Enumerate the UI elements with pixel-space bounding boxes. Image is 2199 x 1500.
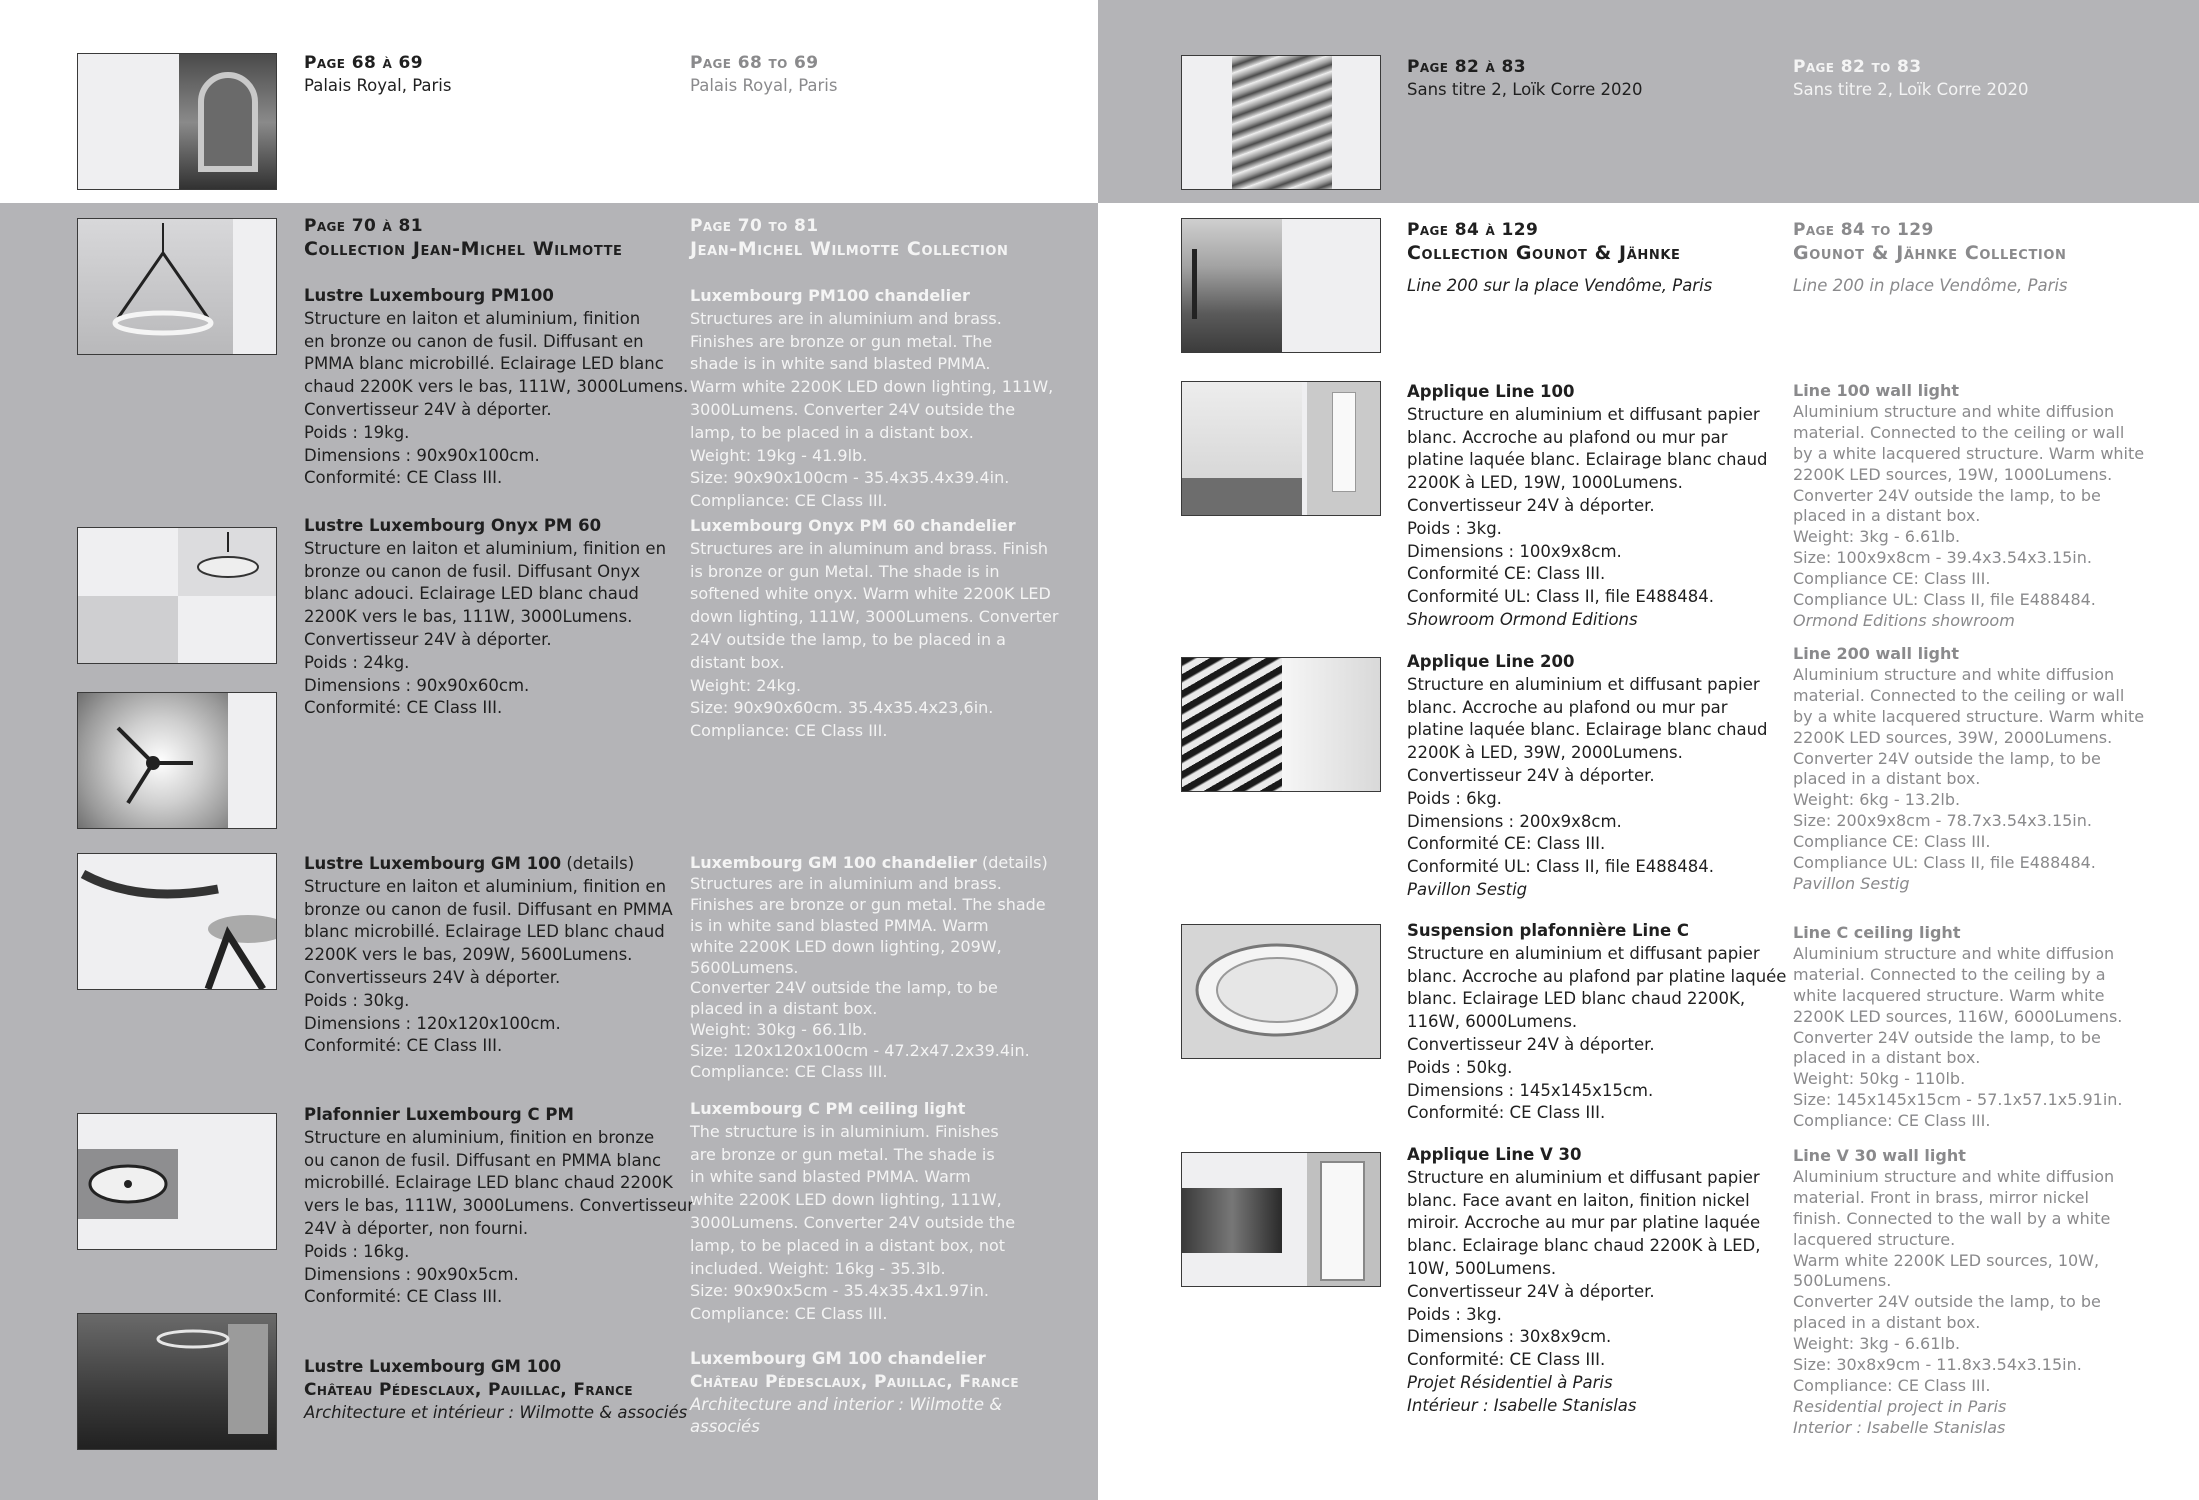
- l7: Size: 100x9x8cm - 39.4x3.54x3.15in.: [1793, 548, 2092, 568]
- l7: Conformité: CE Class III.: [1407, 1103, 1606, 1123]
- l4: Convertisseur 24V à déporter.: [1407, 1034, 1655, 1054]
- l7: Weight: 30kg - 66.1lb.: [690, 1020, 868, 1040]
- l5: Convertisseur 24V à déporter.: [1407, 1281, 1655, 1301]
- chateau-chandelier-icon: [148, 1319, 238, 1359]
- line100-en: [1793, 381, 2144, 632]
- l2: is in white sand blasted PMMA. Warm: [690, 915, 989, 935]
- product-title: Applique Line V 30: [1407, 1145, 1582, 1164]
- l5: Converter 24V outside the lamp, to be: [690, 978, 998, 998]
- right-top-en: [1793, 56, 2029, 102]
- product-title: Luxembourg Onyx PM 60 chandelier: [690, 516, 1016, 535]
- credit-l1: Intérieur : Isabelle Stanislas: [1407, 1395, 1637, 1415]
- l2: softened white onyx. Warm white 2200K LED: [690, 584, 1051, 604]
- l6: Weight: 3kg - 6.61lb.: [1793, 527, 1961, 547]
- l3: 2200K LED sources, 19W, 1000Lumens.: [1793, 464, 2113, 484]
- l4: 24V à déporter, non fourni.: [304, 1218, 529, 1238]
- l7: Size: 200x9x8cm - 78.7x3.54x3.15in.: [1793, 811, 2092, 831]
- l8: Conformité UL: Class II, file E488484.: [1407, 587, 1714, 607]
- l5: Poids : 24kg.: [304, 652, 410, 672]
- onyx-en: [690, 515, 1058, 743]
- l4: Convertisseur 24V à déporter.: [304, 629, 552, 649]
- product-title: Luxembourg GM 100 chandelier: [690, 853, 977, 872]
- thumb-pm100: [77, 218, 277, 355]
- l5: 500Lumens.: [1793, 1271, 1892, 1291]
- l3: 2200K vers le bas, 209W, 5600Lumens.: [304, 945, 633, 965]
- place: Château Pédesclaux, Pauillac, France: [690, 1371, 1019, 1392]
- l0: Structure en aluminium et diffusant papier: [1407, 674, 1760, 694]
- l2: finish. Connected to the wall by a white: [1793, 1208, 2111, 1228]
- caption: Sans titre 2, Loïk Corre 2020: [1407, 79, 1643, 99]
- right-top-fr: [1407, 56, 1643, 102]
- l3: lacquered structure.: [1793, 1229, 1956, 1249]
- l3: 2200K à LED, 39W, 2000Lumens.: [1407, 743, 1683, 763]
- credit-l1: Interior : Isabelle Stanislas: [1793, 1417, 2006, 1437]
- l3: down lighting, 111W, 3000Lumens. Converter: [690, 607, 1059, 627]
- l2: in white sand blasted PMMA. Warm: [690, 1167, 971, 1187]
- linev30-fr: [1407, 1144, 1760, 1418]
- l8: Compliance: CE Class III.: [690, 721, 888, 741]
- thumb-chateau: [77, 1313, 277, 1450]
- l4: Convertisseurs 24V à déporter.: [304, 967, 561, 987]
- pm100-fr: [304, 285, 688, 490]
- cpm-ceiling-icon: [83, 1154, 173, 1214]
- caption: Sans titre 2, Loïk Corre 2020: [1793, 79, 2029, 99]
- credit-l0: Architecture and interior : Wilmotte &: [690, 1394, 1003, 1414]
- thumb-cpm: [77, 1113, 277, 1250]
- l3: 116W, 6000Lumens.: [1407, 1012, 1578, 1032]
- l8: Conformité: CE Class III.: [1407, 1350, 1606, 1370]
- l1: material. Connected to the ceiling or wall: [1793, 685, 2125, 705]
- l1: blanc. Accroche au plafond ou mur par: [1407, 427, 1728, 447]
- l7: placed in a distant box.: [1793, 1313, 1981, 1333]
- thumb-line100: [1181, 381, 1381, 516]
- l2: PMMA blanc microbillé. Eclairage LED blanc: [304, 354, 664, 374]
- product-title: Luxembourg PM100 chandelier: [690, 286, 970, 305]
- l0: Structure en laiton et aluminium, finition: [304, 308, 641, 328]
- left-top-en: [690, 52, 838, 98]
- l1: blanc. Accroche au plafond par platine laquée: [1407, 966, 1787, 986]
- l1: material. Connected to the ceiling or wall: [1793, 422, 2125, 442]
- l1: are bronze or gun metal. The shade is: [690, 1144, 995, 1164]
- caption: Line 200 sur la place Vendôme, Paris: [1407, 275, 1713, 295]
- chateau-fr: [304, 1356, 687, 1424]
- l3: vers le bas, 111W, 3000Lumens. Convertisseur: [304, 1196, 695, 1216]
- product-title: Luxembourg GM 100 chandelier: [690, 1349, 986, 1368]
- l0: Structures are in aluminium and brass.: [690, 873, 1002, 893]
- credit: Architecture et intérieur : Wilmotte & associés: [304, 1402, 688, 1422]
- l4: Converter 24V outside the lamp, to be: [1793, 748, 2101, 768]
- credit-l0: Projet Résidentiel à Paris: [1407, 1372, 1613, 1392]
- l5: Poids : 6kg.: [1407, 788, 1502, 808]
- collection-title: Collection Jean-Michel Wilmotte: [304, 237, 623, 260]
- l3: 2200K à LED, 19W, 1000Lumens.: [1407, 473, 1683, 493]
- l1: bronze ou canon de fusil. Diffusant en PMMA: [304, 899, 673, 919]
- thumb-gm100-details: [77, 853, 277, 990]
- gm100-fr: [304, 853, 673, 1058]
- l6: Dimensions : 90x90x60cm.: [304, 675, 530, 695]
- l4: Convertisseur 24V à déporter.: [1407, 765, 1655, 785]
- l1: is bronze or gun Metal. The shade is in: [690, 561, 1000, 581]
- l6: Weight: 19kg - 41.9lb.: [690, 445, 868, 465]
- l7: Dimensions : 30x8x9cm.: [1407, 1327, 1612, 1347]
- l0: The structure is in aluminium. Finishes: [690, 1121, 999, 1141]
- pm100-en: [690, 285, 1053, 513]
- l7: Size: 90x90x5cm - 35.4x35.4x1.97in.: [690, 1281, 989, 1301]
- l7: Size: 145x145x15cm - 57.1x57.1x5.91in.: [1793, 1090, 2123, 1110]
- thumb-linec: [1181, 924, 1381, 1059]
- l3: chaud 2200K vers le bas, 111W, 3000Lumens.: [304, 377, 689, 397]
- l2: blanc. Eclairage LED blanc chaud 2200K,: [1407, 989, 1746, 1009]
- l1: Finishes are bronze or gun metal. The shade: [690, 894, 1046, 914]
- l0: Aluminium structure and white diffusion: [1793, 1166, 2115, 1186]
- l2: blanc microbillé. Eclairage LED blanc chaud: [304, 922, 665, 942]
- l8: Compliance: CE Class III.: [690, 1304, 888, 1324]
- collection-gounot-en: [1793, 219, 2068, 297]
- l10: Compliance: CE Class III.: [1793, 1375, 1991, 1395]
- l8: Compliance: CE Class III.: [1793, 1111, 1991, 1131]
- l7: Conformité: CE Class III.: [304, 468, 503, 488]
- l0: Structure en aluminium et diffusant papier: [1407, 1167, 1760, 1187]
- l9: Compliance: CE Class III.: [690, 1062, 888, 1082]
- gm100-en: [690, 853, 1048, 1083]
- title-extra: (details): [566, 854, 635, 873]
- caption: Line 200 in place Vendôme, Paris: [1793, 275, 2068, 295]
- linec-ring-icon: [1182, 925, 1381, 1059]
- l8: Weight: 3kg - 6.61lb.: [1793, 1334, 1961, 1354]
- place: Château Pédesclaux, Pauillac, France: [304, 1379, 633, 1400]
- l4: 3000Lumens. Converter 24V outside the: [690, 399, 1016, 419]
- linec-fr: [1407, 920, 1786, 1125]
- l5: Poids : 3kg.: [1407, 518, 1502, 538]
- l4: 24V outside the lamp, to be placed in a: [690, 629, 1006, 649]
- l7: Conformité: CE Class III.: [304, 1287, 503, 1307]
- l3: white 2200K LED down lighting, 111W,: [690, 1190, 1002, 1210]
- collection-title: Gounot & Jähnke Collection: [1793, 241, 2067, 264]
- l8: Compliance: CE Class III.: [690, 491, 888, 511]
- l1: blanc. Face avant en laiton, finition nickel: [1407, 1190, 1750, 1210]
- l4: 5600Lumens.: [690, 957, 799, 977]
- l9: Compliance UL: Class II, file E488484.: [1793, 853, 2096, 873]
- collection-title: Collection Gounot & Jähnke: [1407, 241, 1681, 264]
- l5: placed in a distant box.: [1793, 506, 1981, 526]
- l4: Warm white 2200K LED sources, 10W,: [1793, 1250, 2100, 1270]
- l1: blanc. Accroche au plafond ou mur par: [1407, 697, 1728, 717]
- l9: Compliance UL: Class II, file E488484.: [1793, 590, 2096, 610]
- l5: distant box.: [690, 652, 785, 672]
- l7: Conformité: CE Class III.: [304, 1036, 503, 1056]
- linec-en: [1793, 923, 2123, 1132]
- l0: Structure en aluminium, finition en bronze: [304, 1127, 655, 1147]
- page-ref: Page 70 to 81: [690, 216, 819, 236]
- l4: 10W, 500Lumens.: [1407, 1258, 1557, 1278]
- l0: Structure en laiton et aluminium, finition en: [304, 876, 667, 896]
- product-title: Plafonnier Luxembourg C PM: [304, 1105, 574, 1124]
- l1: Finishes are bronze or gun metal. The: [690, 331, 993, 351]
- credit: Pavillon Sestig: [1793, 873, 1910, 893]
- l1: ou canon de fusil. Diffusant en PMMA blanc: [304, 1150, 662, 1170]
- l2: by a white lacquered structure. Warm white: [1793, 706, 2145, 726]
- l3: 2200K vers le bas, 111W, 3000Lumens.: [304, 607, 633, 627]
- caption: Palais Royal, Paris: [304, 75, 452, 95]
- cpm-en: [690, 1098, 1015, 1326]
- l0: Structures are in aluminium and brass.: [690, 308, 1002, 328]
- page-ref: Page 84 to 129: [1793, 220, 1934, 240]
- l7: Size: 90x90x100cm - 35.4x35.4x39.4in.: [690, 468, 1010, 488]
- l6: Dimensions : 100x9x8cm.: [1407, 541, 1622, 561]
- l4: Convertisseur 24V à déporter.: [304, 399, 552, 419]
- product-title: Line 100 wall light: [1793, 381, 1960, 400]
- line100-fr: [1407, 381, 1768, 632]
- l0: Structures are in aluminum and brass. Finish: [690, 538, 1048, 558]
- cpm-fr: [304, 1104, 694, 1309]
- product-title: Line 200 wall light: [1793, 644, 1960, 663]
- l3: blanc. Eclairage blanc chaud 2200K à LED,: [1407, 1236, 1761, 1256]
- thumb-line200: [1181, 657, 1381, 792]
- thumb-sans-titre: [1181, 55, 1381, 190]
- l0: Structure en laiton et aluminium, finition en: [304, 538, 667, 558]
- l5: Poids : 30kg.: [304, 990, 410, 1010]
- l4: Converter 24V outside the lamp, to be: [1793, 1027, 2101, 1047]
- l6: Dimensions : 120x120x100cm.: [304, 1013, 561, 1033]
- l1: bronze ou canon de fusil. Diffusant Onyx: [304, 561, 641, 581]
- l6: Weight: 6kg - 13.2lb.: [1793, 790, 1961, 810]
- thumb-gm100-bottom: [77, 692, 277, 829]
- thumb-linev30: [1181, 1152, 1381, 1287]
- credit: Ormond Editions showroom: [1793, 610, 2015, 630]
- l8: Compliance CE: Class III.: [1793, 832, 1991, 852]
- pm100-chandelier-icon: [98, 223, 228, 353]
- l6: Dimensions : 90x90x5cm.: [304, 1264, 519, 1284]
- l8: Conformité UL: Class II, file E488484.: [1407, 857, 1714, 877]
- l2: by a white lacquered structure. Warm white: [1793, 443, 2145, 463]
- l6: Dimensions : 90x90x100cm.: [304, 445, 540, 465]
- l9: Size: 30x8x9cm - 11.8x3.54x3.15in.: [1793, 1355, 2082, 1375]
- l8: Size: 120x120x100cm - 47.2x47.2x39.4in.: [690, 1041, 1030, 1061]
- caption: Palais Royal, Paris: [690, 75, 838, 95]
- collection-gounot-fr: [1407, 219, 1712, 297]
- l4: Convertisseur 24V à déporter.: [1407, 495, 1655, 515]
- credit: Pavillon Sestig: [1407, 879, 1528, 899]
- l3: white 2200K LED down lighting, 209W,: [690, 936, 1002, 956]
- l0: Aluminium structure and white diffusion: [1793, 943, 2115, 963]
- l8: Compliance CE: Class III.: [1793, 569, 1991, 589]
- l2: white lacquered structure. Warm white: [1793, 985, 2105, 1005]
- l0: Aluminium structure and white diffusion: [1793, 664, 2115, 684]
- left-top-fr: [304, 52, 452, 98]
- l4: Converter 24V outside the lamp, to be: [1793, 485, 2101, 505]
- l3: Warm white 2200K LED down lighting, 111W,: [690, 377, 1054, 397]
- linev30-en: [1793, 1146, 2114, 1439]
- l5: Poids : 50kg.: [1407, 1057, 1513, 1077]
- l5: Poids : 16kg.: [304, 1241, 410, 1261]
- chateau-en: [690, 1348, 1019, 1439]
- l6: Dimensions : 145x145x15cm.: [1407, 1080, 1654, 1100]
- page-ref: Page 68 à 69: [304, 53, 423, 73]
- l1: material. Connected to the ceiling by a: [1793, 964, 2106, 984]
- collection-wilmotte-en: [690, 215, 1009, 261]
- title-extra: (details): [981, 853, 1048, 872]
- l6: Converter 24V outside the lamp, to be: [1793, 1292, 2101, 1312]
- product-title: Applique Line 200: [1407, 652, 1575, 671]
- line200-en: [1793, 644, 2144, 895]
- page-ref: Page 84 à 129: [1407, 220, 1539, 240]
- l2: blanc adouci. Eclairage LED blanc chaud: [304, 584, 639, 604]
- l1: material. Front in brass, mirror nickel: [1793, 1187, 2089, 1207]
- l5: lamp, to be placed in a distant box.: [690, 422, 974, 442]
- collection-title: Jean-Michel Wilmotte Collection: [690, 237, 1009, 260]
- l5: placed in a distant box.: [1793, 1048, 1981, 1068]
- thumb-palais-royal: [77, 53, 277, 190]
- product-title: Luxembourg C PM ceiling light: [690, 1099, 966, 1118]
- thumb-vendome: [1181, 218, 1381, 353]
- page-ref: Page 82 à 83: [1407, 57, 1526, 77]
- l6: Poids : 3kg.: [1407, 1304, 1502, 1324]
- l2: shade is in white sand blasted PMMA.: [690, 354, 991, 374]
- l7: Conformité: CE Class III.: [304, 698, 503, 718]
- l0: Structure en aluminium et diffusant papier: [1407, 404, 1760, 424]
- product-title: Lustre Luxembourg GM 100: [304, 1357, 562, 1376]
- credit: Showroom Ormond Editions: [1407, 609, 1638, 629]
- l6: placed in a distant box.: [690, 999, 878, 1019]
- product-title: Lustre Luxembourg GM 100: [304, 854, 562, 873]
- page-ref: Page 68 to 69: [690, 53, 819, 73]
- product-title: Suspension plafonnière Line C: [1407, 921, 1689, 940]
- page-ref: Page 82 to 83: [1793, 57, 1922, 77]
- thumb-onyx: [77, 527, 277, 664]
- l5: lamp, to be placed in a distant box, not: [690, 1235, 1006, 1255]
- l6: included. Weight: 16kg - 35.3lb.: [690, 1258, 946, 1278]
- credit-l1: associés: [690, 1417, 760, 1437]
- gm100-details-icon: [78, 854, 277, 990]
- l6: Dimensions : 200x9x8cm.: [1407, 811, 1622, 831]
- l5: placed in a distant box.: [1793, 769, 1981, 789]
- l0: Aluminium structure and white diffusion: [1793, 401, 2115, 421]
- l6: Weight: 50kg - 110lb.: [1793, 1069, 1966, 1089]
- onyx-fr: [304, 515, 666, 720]
- l3: 2200K LED sources, 116W, 6000Lumens.: [1793, 1006, 2123, 1026]
- l7: Conformité CE: Class III.: [1407, 834, 1606, 854]
- l2: microbillé. Eclairage LED blanc chaud 2200K: [304, 1173, 673, 1193]
- l3: 2200K LED sources, 39W, 2000Lumens.: [1793, 727, 2113, 747]
- l2: platine laquée blanc. Eclairage blanc chaud: [1407, 450, 1768, 470]
- product-title: Applique Line 100: [1407, 382, 1575, 401]
- gm100-underside-icon: [108, 718, 198, 808]
- product-title: Line C ceiling light: [1793, 923, 1961, 942]
- l5: Poids : 19kg.: [304, 422, 410, 442]
- page-ref: Page 70 à 81: [304, 216, 423, 236]
- l0: Structure en aluminium et diffusant papier: [1407, 943, 1760, 963]
- l6: Weight: 24kg.: [690, 675, 802, 695]
- l7: Size: 90x90x60cm. 35.4x35.4x23,6in.: [690, 698, 994, 718]
- l1: en bronze ou canon de fusil. Diffusant en: [304, 331, 644, 351]
- l7: Conformité CE: Class III.: [1407, 564, 1606, 584]
- credit-l0: Residential project in Paris: [1793, 1396, 2007, 1416]
- l2: miroir. Accroche au mur par platine laquée: [1407, 1213, 1761, 1233]
- onyx-chandelier-icon: [188, 532, 268, 592]
- product-title: Lustre Luxembourg Onyx PM 60: [304, 516, 602, 535]
- collection-wilmotte-fr: [304, 215, 623, 261]
- product-title: Lustre Luxembourg PM100: [304, 286, 554, 305]
- product-title: Line V 30 wall light: [1793, 1146, 1966, 1165]
- l2: platine laquée blanc. Eclairage blanc chaud: [1407, 720, 1768, 740]
- line200-fr: [1407, 651, 1768, 902]
- l4: 3000Lumens. Converter 24V outside the: [690, 1212, 1016, 1232]
